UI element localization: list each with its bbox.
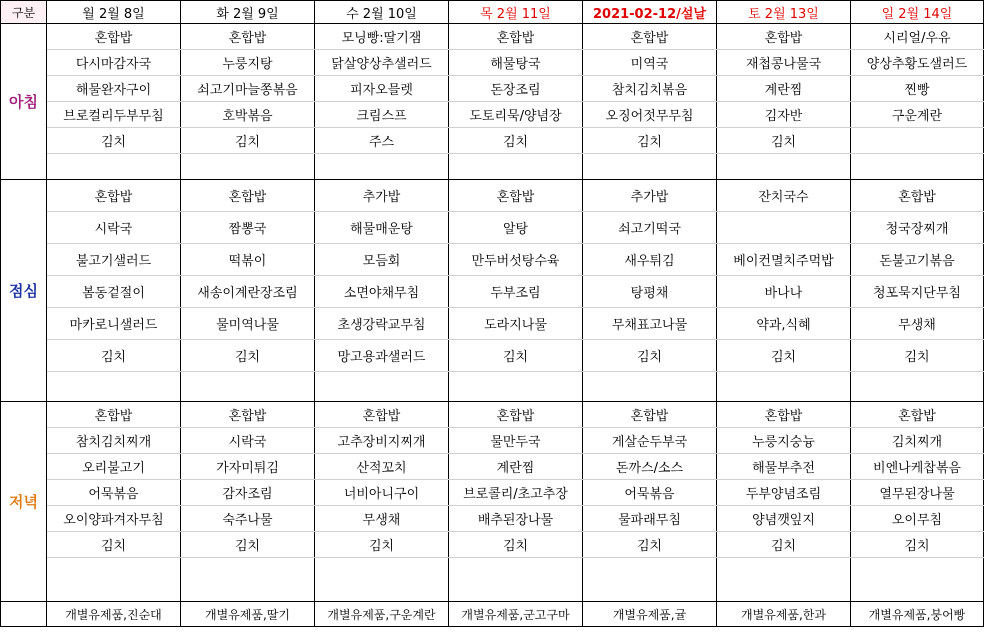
menu-cell: 너비아니구이 [315,480,449,506]
menu-cell: 김치 [449,128,583,154]
menu-cell: 해물탕국 [449,50,583,76]
menu-row [1,180,984,212]
footer-cell: 개별유제품,진순대 [47,602,181,627]
menu-cell: 김치 [717,340,851,372]
menu-cell: 브로콜리/초고추장 [449,480,583,506]
menu-cell: 닭살양상추샐러드 [315,50,449,76]
menu-cell: 마카로니샐러드 [47,308,181,340]
menu-cell: 탕평채 [583,276,717,308]
menu-cell: 혼합밥 [47,402,181,428]
day-header: 토 2월 13일 [717,1,851,24]
menu-cell: 누룽지탕 [181,50,315,76]
menu-cell: 돈불고기볶음 [851,244,984,276]
menu-cell: 김자반 [717,102,851,128]
menu-cell: 구운계란 [851,102,984,128]
menu-cell: 새송이계란장조림 [181,276,315,308]
menu-cell: 김치 [47,340,181,372]
footer-cell: 개별유제품,딸기 [181,602,315,627]
menu-cell [851,558,984,602]
footer-cell: 개별유제품,귤 [583,602,717,627]
menu-cell [717,212,851,244]
menu-cell: 떡볶이 [181,244,315,276]
meal-label: 아침 [1,24,47,180]
menu-cell: 돈장조림 [449,76,583,102]
menu-cell: 두부양념조림 [717,480,851,506]
menu-cell: 짬뽕국 [181,212,315,244]
menu-cell: 주스 [315,128,449,154]
menu-cell: 참치김치볶음 [583,76,717,102]
menu-cell: 배추된장나물 [449,506,583,532]
menu-cell [583,558,717,602]
menu-cell: 해물부추전 [717,454,851,480]
day-header: 2021-02-12/설날 [583,1,717,24]
menu-cell: 열무된장나물 [851,480,984,506]
menu-cell: 김치 [851,532,984,558]
menu-cell [717,558,851,602]
footer-cell: 개별유제품,한과 [717,602,851,627]
menu-cell: 두부조림 [449,276,583,308]
menu-cell: 해물매운탕 [315,212,449,244]
menu-cell: 혼합밥 [449,24,583,50]
day-header: 목 2월 11일 [449,1,583,24]
menu-cell: 물만두국 [449,428,583,454]
menu-cell: 혼합밥 [181,24,315,50]
menu-cell: 김치 [717,532,851,558]
menu-cell: 쇠고기떡국 [583,212,717,244]
corner-label: 구분 [1,1,47,24]
menu-cell: 양상추황도샐러드 [851,50,984,76]
menu-cell: 혼합밥 [851,180,984,212]
menu-cell: 봄동겉절이 [47,276,181,308]
menu-row [1,454,984,480]
menu-cell [315,372,449,402]
menu-cell: 청포묵지단무침 [851,276,984,308]
menu-cell: 혼합밥 [47,24,181,50]
menu-cell: 해물완자구이 [47,76,181,102]
footer-label [1,602,47,627]
menu-cell [717,154,851,180]
header-row [1,1,984,24]
menu-cell: 오리불고기 [47,454,181,480]
menu-cell [47,154,181,180]
menu-cell: 산적꼬치 [315,454,449,480]
menu-cell: 오이무침 [851,506,984,532]
menu-cell: 양념깻잎지 [717,506,851,532]
day-header: 화 2월 9일 [181,1,315,24]
menu-cell: 망고용과샐러드 [315,340,449,372]
menu-cell: 무생채 [315,506,449,532]
menu-cell: 혼합밥 [449,402,583,428]
menu-cell: 베이컨멸치주먹밥 [717,244,851,276]
menu-cell: 미역국 [583,50,717,76]
menu-cell [47,558,181,602]
menu-cell [47,372,181,402]
menu-row [1,24,984,50]
menu-cell: 김치 [181,532,315,558]
menu-cell: 김치 [47,532,181,558]
menu-cell [181,372,315,402]
menu-cell: 모닝빵:딸기잼 [315,24,449,50]
menu-cell [449,372,583,402]
menu-cell: 혼합밥 [181,402,315,428]
menu-cell: 어묵볶음 [583,480,717,506]
menu-cell: 도토리묵/양념장 [449,102,583,128]
menu-cell: 김치 [181,340,315,372]
menu-row [1,402,984,428]
menu-cell: 피자오믈렛 [315,76,449,102]
menu-cell [449,558,583,602]
menu-cell: 어묵볶음 [47,480,181,506]
menu-cell [851,128,984,154]
menu-row [1,428,984,454]
day-header: 월 2월 8일 [47,1,181,24]
day-header: 수 2월 10일 [315,1,449,24]
menu-cell: 찐빵 [851,76,984,102]
menu-cell: 소면야채무침 [315,276,449,308]
menu-row [1,340,984,372]
menu-row [1,212,984,244]
menu-cell: 혼합밥 [47,180,181,212]
menu-cell [583,372,717,402]
menu-cell: 김치 [583,340,717,372]
footer-row [1,602,984,627]
meal-label: 점심 [1,180,47,402]
menu-cell: 시리얼/우유 [851,24,984,50]
menu-cell: 돈까스/소스 [583,454,717,480]
menu-cell: 계란찜 [717,76,851,102]
menu-row [1,76,984,102]
menu-cell: 불고기샐러드 [47,244,181,276]
menu-row [1,154,984,180]
menu-row [1,308,984,340]
menu-cell: 시락국 [47,212,181,244]
menu-cell: 다시마감자국 [47,50,181,76]
menu-cell: 김치 [449,532,583,558]
menu-row [1,102,984,128]
menu-cell: 계란찜 [449,454,583,480]
menu-cell: 새우튀김 [583,244,717,276]
menu-cell: 잔치국수 [717,180,851,212]
footer-cell: 개별유제품,구운계란 [315,602,449,627]
menu-cell: 알탕 [449,212,583,244]
menu-cell: 도라지나물 [449,308,583,340]
menu-cell: 브로컬리두부무침 [47,102,181,128]
menu-row [1,50,984,76]
meal-label: 저녁 [1,402,47,602]
menu-cell [449,154,583,180]
menu-cell: 김치 [583,128,717,154]
menu-row [1,128,984,154]
menu-cell: 누룽지숭늉 [717,428,851,454]
menu-cell: 숙주나물 [181,506,315,532]
menu-cell: 무생채 [851,308,984,340]
menu-cell: 호박볶음 [181,102,315,128]
menu-cell: 모듬회 [315,244,449,276]
footer-cell: 개별유제품,군고구마 [449,602,583,627]
menu-cell: 고추장비지찌개 [315,428,449,454]
menu-row [1,372,984,402]
menu-cell: 혼합밥 [315,402,449,428]
menu-cell: 추가밥 [583,180,717,212]
menu-cell: 혼합밥 [717,24,851,50]
menu-cell [851,372,984,402]
menu-cell: 혼합밥 [583,24,717,50]
menu-cell: 김치 [315,532,449,558]
menu-cell [851,154,984,180]
menu-cell [315,154,449,180]
menu-cell: 무채표고나물 [583,308,717,340]
day-header: 일 2월 14일 [851,1,984,24]
menu-cell [717,372,851,402]
menu-cell: 혼합밥 [449,180,583,212]
menu-row [1,558,984,602]
menu-cell: 김치 [583,532,717,558]
menu-row [1,480,984,506]
menu-cell: 재첩콩나물국 [717,50,851,76]
menu-cell: 참치김치찌개 [47,428,181,454]
menu-cell: 김치찌개 [851,428,984,454]
menu-cell: 게살순두부국 [583,428,717,454]
menu-cell: 비엔나케찹볶음 [851,454,984,480]
menu-cell: 김치 [851,340,984,372]
menu-cell [583,154,717,180]
menu-row [1,244,984,276]
menu-row [1,506,984,532]
menu-cell: 혼합밥 [181,180,315,212]
menu-cell: 약과,식혜 [717,308,851,340]
menu-cell: 혼합밥 [583,402,717,428]
menu-cell: 물파래무침 [583,506,717,532]
menu-row [1,532,984,558]
footer-cell: 개별유제품,붕어빵 [851,602,984,627]
menu-cell: 오징어젓무무침 [583,102,717,128]
menu-cell: 물미역나물 [181,308,315,340]
menu-cell: 바나나 [717,276,851,308]
menu-cell: 청국장찌개 [851,212,984,244]
menu-cell: 만두버섯탕수육 [449,244,583,276]
menu-cell: 김치 [181,128,315,154]
menu-cell: 가자미튀김 [181,454,315,480]
menu-row [1,276,984,308]
menu-cell [181,154,315,180]
menu-cell: 시락국 [181,428,315,454]
menu-cell: 오이양파겨자무침 [47,506,181,532]
menu-cell: 김치 [449,340,583,372]
menu-cell: 혼합밥 [851,402,984,428]
menu-cell: 크림스프 [315,102,449,128]
menu-cell: 쇠고기마늘쫑볶음 [181,76,315,102]
menu-cell: 초생강락교무침 [315,308,449,340]
menu-cell: 김치 [717,128,851,154]
menu-cell [315,558,449,602]
menu-cell: 김치 [47,128,181,154]
menu-cell: 추가밥 [315,180,449,212]
menu-cell: 감자조림 [181,480,315,506]
menu-cell: 혼합밥 [717,402,851,428]
menu-cell [181,558,315,602]
